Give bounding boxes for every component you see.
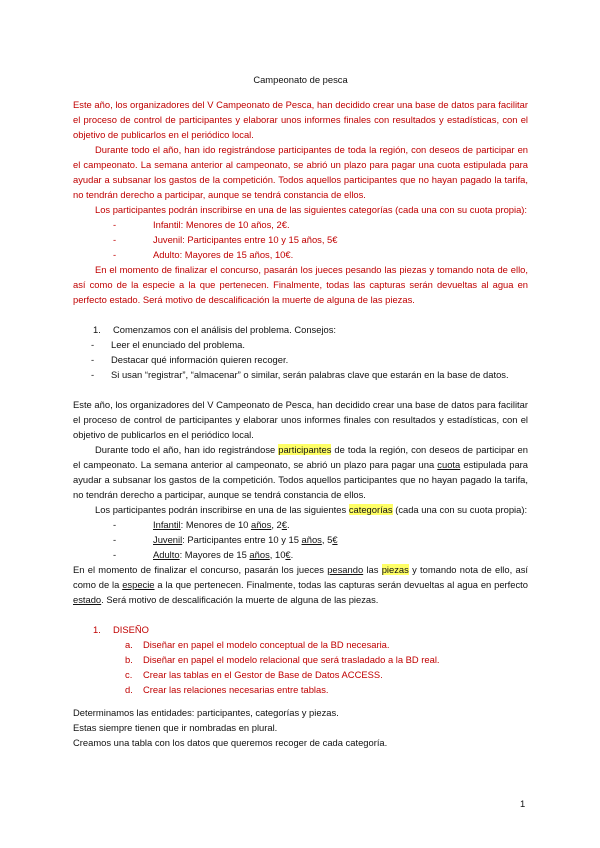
list-item [73,217,528,232]
analysis-heading [73,322,528,337]
tip-text: Leer el enunciado del problema. [111,339,245,350]
closing-line: Determinamos las entidades: participantes, categorías y piezas. [73,707,339,718]
list-item-text: Adulto: Mayores de 15 años, 10€. [153,549,294,560]
list-item-text: Juvenil: Participantes entre 10 y 15 años, 5€ [153,534,338,545]
list-item-text: Juvenil: Participantes entre 10 y 15 años, 5€ [153,234,338,245]
bullet-dash: - [113,519,117,530]
underlined-keyword: cuota [437,459,461,470]
list-item [73,532,528,547]
bullet-dash: - [113,249,117,260]
list-item-text: Infantil: Menores de 10 años, 2€. [153,519,290,530]
underlined-keyword: pesando [327,564,364,575]
list-item [73,547,528,562]
list-number: 1. [93,324,101,335]
bullet-dash: - [91,354,95,365]
list-item-text: Adulto: Mayores de 15 años, 10€. [153,249,294,260]
design-step-text: Crear las tablas en el Gestor de Base de Datos ACCESS. [143,669,383,680]
annotated-paragraph: Durante todo el año, han ido registrándose participantes de toda la región, con deseos de participar en el campeonato. La semana anterior al campeonato, se abrió un plazo para pagar una cuota estipulada para ayudar a subsanar los gastos de la competición. Todos aquellos participantes que no hayan pagado la tarifa, no tendrán derecho a participar, aunque se tendrá constancia de ellos. [73,444,528,500]
statement-paragraph: Este año, los organizadores del V Campeonato de Pesca, han decidido crear una base de datos para facilitar el proceso de control de participantes y elaborar unos informes finales con resultados y estadísticas, con el objetivo de publicarlos en el periódico local. [73,99,528,140]
bullet-dash: - [113,549,117,560]
tip-text: Destacar qué información quieren recoger. [111,354,289,365]
closing-line: Estas siempre tienen que ir nombradas en plural. [73,722,278,733]
annotated-paragraph: En el momento de finalizar el concurso, pasarán los jueces pesando las piezas y tomando nota de ello, así como de la especie a la que pertenecen. Finalmente, todas las capturas serán devueltas al agua en perfecto estado. Será motivo de descalificación la muerte de alguna de las piezas. [73,564,528,605]
tip-text: Si usan “registrar”, “almacenar” o similar, serán palabras clave que estarán en la base de datos. [111,369,509,380]
bullet-dash: - [113,234,117,245]
page-number: 1 [520,798,526,809]
design-step-text: Diseñar en papel el modelo conceptual de la BD necesaria. [143,639,390,650]
tip-item [73,352,528,367]
underlined-keyword: estado [73,594,102,605]
list-item [73,517,528,532]
statement-paragraph: Durante todo el año, han ido registrándose participantes de toda la región, con deseos de participar en el campeonato. La semana anterior al campeonato, se abrió un plazo para pagar una cuota estipulada para ayudar a subsanar los gastos de la competición. Todos aquellos participantes que no hayan pagado la tarifa, no tendrán derecho a participar, aunque se tendrá constancia de ellos. [73,144,528,200]
list-item-text: Infantil: Menores de 10 años, 2€. [153,219,290,230]
design-step: c. Crear las tablas en el Gestor de Base de Datos ACCESS. [125,669,383,680]
design-step-text: Crear las relaciones necesarias entre tablas. [143,684,329,695]
bullet-dash: - [113,219,117,230]
design-heading [73,622,528,637]
annotated-paragraph: Los participantes podrán inscribirse en una de las siguientes categorías (cada una con su cuota propia): [95,504,528,515]
design-step: b. Diseñar en papel el modelo relacional que será trasladado a la BD real. [125,654,440,665]
list-item [73,232,528,247]
annotated-paragraph: Este año, los organizadores del V Campeonato de Pesca, han decidido crear una base de datos para facilitar el proceso de control de participantes y elaborar unos informes finales con resultados y estadísticas, con el objetivo de publicarlos en el periódico local. [73,399,528,440]
bullet-dash: - [91,369,95,380]
highlighted-keyword: piezas [381,564,409,575]
statement-paragraph: En el momento de finalizar el concurso, pasarán los jueces pesando las piezas y tomando nota de ello, así como de la especie a la que pertenecen. Finalmente, todas las capturas serán devueltas al agua en perfecto estado. Será motivo de descalificación la muerte de alguna de las piezas. [73,264,528,305]
underlined-keyword: especie [122,579,155,590]
design-step: a. Diseñar en papel el modelo conceptual de la BD necesaria. [125,639,390,650]
tip-item [73,367,528,382]
tip-item [73,337,528,352]
list-item [73,247,528,262]
design-heading-text: DISEÑO [113,624,149,635]
design-step-text: Diseñar en papel el modelo relacional que será trasladado a la BD real. [143,654,440,665]
bullet-dash: - [91,339,95,350]
analysis-heading-text: Comenzamos con el análisis del problema. Consejos: [113,324,337,335]
closing-line: Creamos una tabla con los datos que queremos recoger de cada categoría. [73,737,388,748]
list-number: 1. [93,624,101,635]
highlighted-keyword: categorías [348,504,393,515]
highlighted-keyword: participantes [278,444,332,455]
statement-paragraph: Los participantes podrán inscribirse en una de las siguientes categorías (cada una con su cuota propia): [95,204,528,215]
design-step: d. Crear las relaciones necesarias entre tablas. [125,684,329,695]
bullet-dash: - [113,534,117,545]
page-content [73,72,528,750]
page-title: Campeonato de pesca [253,74,348,85]
